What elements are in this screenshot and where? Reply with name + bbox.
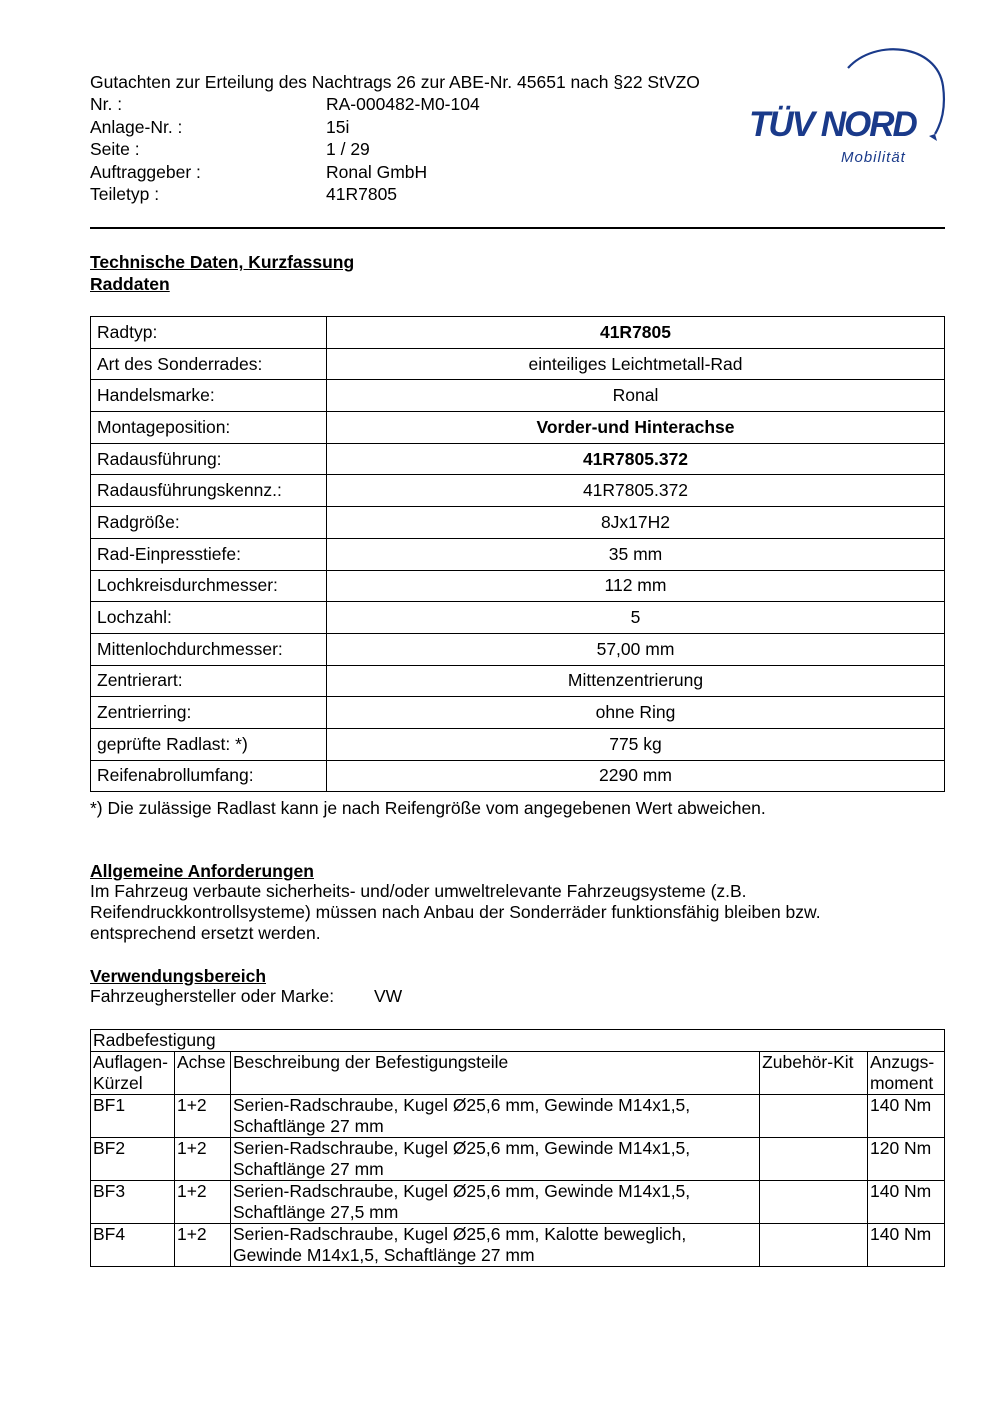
anforderungen-line: Im Fahrzeug verbaute sicherheits- und/oder umweltrelevante Fahrzeugsysteme (z.B. xyxy=(90,881,747,901)
wheel-data-value: 57,00 mm xyxy=(327,633,945,665)
wheel-data-value: einteiliges Leichtmetall-Rad xyxy=(327,348,945,380)
fastening-row xyxy=(91,1095,945,1138)
wheel-data-value: ohne Ring xyxy=(327,697,945,729)
wheel-data-row xyxy=(91,538,945,570)
fastening-row xyxy=(91,1181,945,1224)
wheel-data-row xyxy=(91,317,945,349)
wheel-data-value: 775 kg xyxy=(327,728,945,760)
section-heading-raddaten: Raddaten xyxy=(90,274,170,294)
tuv-nord-logo xyxy=(745,46,950,171)
wheel-data-value: Mittenzentrierung xyxy=(327,665,945,697)
wheel-data-value: 41R7805.372 xyxy=(327,443,945,475)
wheel-data-row xyxy=(91,633,945,665)
meta-row-auftraggeber: Auftraggeber : Ronal GmbH xyxy=(90,161,428,182)
section-heading-technische-daten: Technische Daten, Kurzfassung xyxy=(90,252,355,272)
wheel-data-table xyxy=(90,316,945,792)
anforderungen-line: Reifendruckkontrollsysteme) müssen nach Anbau der Sonderräder funktionsfähig bleiben bzw. xyxy=(90,902,821,922)
fastening-cell-code: BF1 xyxy=(91,1095,175,1138)
header-meta xyxy=(90,93,480,206)
wheel-data-value: Vorder-und Hinterachse xyxy=(327,412,945,444)
wheel-data-value: 41R7805 xyxy=(327,317,945,349)
wheel-data-value: 112 mm xyxy=(327,570,945,602)
fastening-cell-kit xyxy=(760,1224,868,1267)
anforderungen-line: entsprechend ersetzt werden. xyxy=(90,923,321,943)
meta-row-seite: Seite : 1 / 29 xyxy=(90,139,370,160)
fastening-cell-kit xyxy=(760,1095,868,1138)
wheel-data-value: Ronal xyxy=(327,380,945,412)
wheel-data-row xyxy=(91,602,945,634)
fastening-cell-desc: Serien-Radschraube, Kugel Ø25,6 mm, Gewinde M14x1,5, Schaftlänge 27 mm xyxy=(230,1138,759,1181)
fastening-table-caption: Radbefestigung xyxy=(91,1030,945,1052)
wheel-data-key: Mittenlochdurchmesser: xyxy=(91,633,327,665)
fastening-row xyxy=(91,1138,945,1181)
fastening-cell-torque: 140 Nm xyxy=(867,1224,944,1267)
meta-row-anlage: Anlage-Nr. : 15i xyxy=(90,116,350,137)
wheel-data-row xyxy=(91,475,945,507)
wheel-data-row xyxy=(91,412,945,444)
header-divider xyxy=(90,227,945,229)
fastening-header-cell: Auflagen- Kürzel xyxy=(91,1052,175,1095)
fastening-cell-axle: 1+2 xyxy=(174,1181,230,1224)
wheel-data-key: Radausführungskennz.: xyxy=(91,475,327,507)
fastening-cell-code: BF4 xyxy=(91,1224,175,1267)
logo-sub-text: Mobilität xyxy=(841,149,906,166)
wheel-data-value: 35 mm xyxy=(327,538,945,570)
wheel-data-key: Radgröße: xyxy=(91,507,327,539)
fastening-cell-desc: Serien-Radschraube, Kugel Ø25,6 mm, Gewinde M14x1,5, Schaftlänge 27 mm xyxy=(230,1095,759,1138)
document-title: Gutachten zur Erteilung des Nachtrags 26 zur ABE-Nr. 45651 nach §22 StVZO xyxy=(90,72,700,92)
fastening-header-cell: Zubehör-Kit xyxy=(760,1052,868,1095)
manufacturer-value: VW xyxy=(374,986,403,1006)
wheel-data-key: geprüfte Radlast: *) xyxy=(91,728,327,760)
wheel-data-row xyxy=(91,697,945,729)
wheel-data-row xyxy=(91,570,945,602)
fastening-cell-torque: 120 Nm xyxy=(867,1138,944,1181)
wheel-data-key: Lochzahl: xyxy=(91,602,327,634)
fastening-cell-desc: Serien-Radschraube, Kugel Ø25,6 mm, Kalotte beweglich, Gewinde M14x1,5, Schaftlänge 27 mm xyxy=(230,1224,759,1267)
wheel-data-key: Radtyp: xyxy=(91,317,327,349)
wheel-data-key: Rad-Einpresstiefe: xyxy=(91,538,327,570)
fastening-cell-code: BF2 xyxy=(91,1138,175,1181)
manufacturer-row xyxy=(90,986,402,1007)
wheel-data-key: Montageposition: xyxy=(91,412,327,444)
fastening-cell-torque: 140 Nm xyxy=(867,1095,944,1138)
wheel-data-key: Handelsmarke: xyxy=(91,380,327,412)
wheel-data-key: Lochkreisdurchmesser: xyxy=(91,570,327,602)
wheel-data-key: Art des Sonderrades: xyxy=(91,348,327,380)
wheel-data-key: Zentrierring: xyxy=(91,697,327,729)
wheel-data-row xyxy=(91,443,945,475)
wheel-data-row xyxy=(91,348,945,380)
fastening-header-cell: Beschreibung der Befestigungsteile xyxy=(230,1052,759,1095)
wheel-data-key: Reifenabrollumfang: xyxy=(91,760,327,792)
fastening-header-cell: Anzugs- moment xyxy=(867,1052,944,1095)
fastening-cell-axle: 1+2 xyxy=(174,1095,230,1138)
fastening-cell-kit xyxy=(760,1138,868,1181)
wheel-data-value: 8Jx17H2 xyxy=(327,507,945,539)
meta-row-teiletyp: Teiletyp : 41R7805 xyxy=(90,184,398,205)
wheel-data-row xyxy=(91,507,945,539)
wheel-data-value: 5 xyxy=(327,602,945,634)
section-heading-anforderungen: Allgemeine Anforderungen xyxy=(90,861,314,881)
section-heading-verwendungsbereich: Verwendungsbereich xyxy=(90,966,267,986)
manufacturer-label: Fahrzeughersteller oder Marke: xyxy=(90,986,335,1006)
wheel-data-row xyxy=(91,665,945,697)
wheel-data-key: Radausführung: xyxy=(91,443,327,475)
wheel-data-key: Zentrierart: xyxy=(91,665,327,697)
wheel-data-row xyxy=(91,728,945,760)
wheel-data-value: 41R7805.372 xyxy=(327,475,945,507)
fastening-table xyxy=(90,1029,945,1267)
fastening-header-cell: Achse xyxy=(174,1052,230,1095)
fastening-header-row xyxy=(91,1052,945,1095)
fastening-cell-desc: Serien-Radschraube, Kugel Ø25,6 mm, Gewinde M14x1,5, Schaftlänge 27,5 mm xyxy=(230,1181,759,1224)
radlast-footnote: *) Die zulässige Radlast kann je nach Reifengröße vom angegebenen Wert abweichen. xyxy=(90,798,766,818)
wheel-data-row xyxy=(91,380,945,412)
fastening-cell-code: BF3 xyxy=(91,1181,175,1224)
fastening-cell-kit xyxy=(760,1181,868,1224)
wheel-data-row xyxy=(91,760,945,792)
fastening-cell-axle: 1+2 xyxy=(174,1224,230,1267)
wheel-data-value: 2290 mm xyxy=(327,760,945,792)
fastening-cell-axle: 1+2 xyxy=(174,1138,230,1181)
meta-row-nr: Nr. : RA-000482-M0-104 xyxy=(90,94,480,114)
logo-brand-text: TÜV NORD xyxy=(749,105,916,144)
fastening-cell-torque: 140 Nm xyxy=(867,1181,944,1224)
fastening-row xyxy=(91,1224,945,1267)
